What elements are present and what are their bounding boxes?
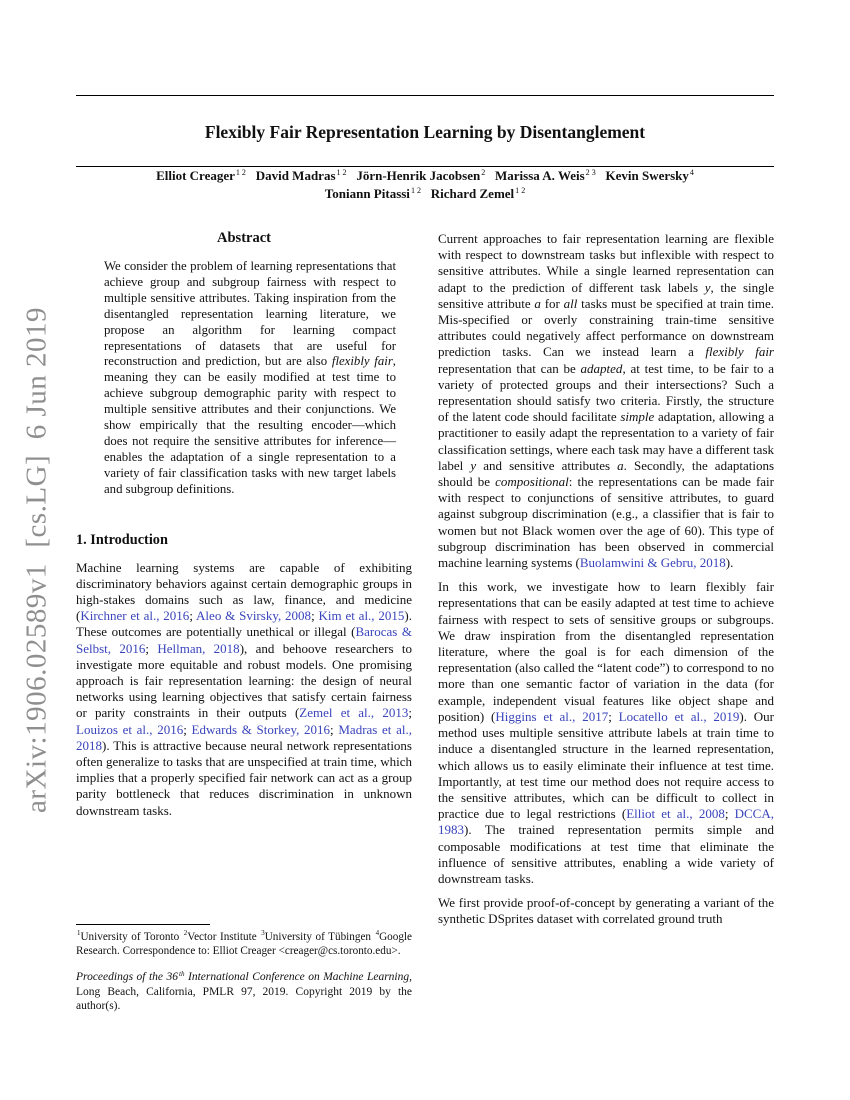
right-paragraph-3: We first provide proof-of-concept by generating a variant of the synthetic DSprites dataset with correlated ground truth: [438, 895, 774, 927]
citation-link[interactable]: Hellman, 2018: [157, 640, 240, 656]
two-column-body: [76, 231, 774, 1013]
citation-link[interactable]: Buolamwini & Gebru, 2018: [579, 555, 726, 571]
right-paragraph-1: Current approaches to fair representation learning are flexible with respect to downstream tasks but inflexible with respect to sensitive attributes. While a single learned representation can adapt to the prediction of different task labels y, the single sensitive attribute a for all tasks must be specified at train time. Mis-specified or overly constraining train-time sensitive attributes could negatively affect performance on downstream prediction tasks. Can we instead learn a flexibly fair representation that can be adapted, at test time, to be fair to a variety of protected groups and their intersections? Such a representation should satisfy two criteria. Firstly, the structure of the latent code should facilitate simple adaptation, allowing a practitioner to easily adapt the representation to a variety of fair classification settings, where each task may have a different task label y and sensitive attributes a. Secondly, the adaptations should be compositional: the representations can be made fair with respect to conjunctions of sensitive attributes, to guard against subgroup discrimination (e.g., a classifier that is fair to women but not Black women over the age of 60). This type of subgroup discrimination has been observed in commercial machine learning systems (Buolamwini & Gebru, 2018).: [438, 231, 775, 571]
citation-link[interactable]: Barocas & Selbst, 2016: [76, 624, 412, 656]
citation-link[interactable]: Aleo & Svirsky, 2008: [196, 608, 312, 624]
citation-link[interactable]: Kirchner et al., 2016: [80, 608, 190, 624]
authors-line-1: Elliot Creager$^{1 2}$ David Madras$^{1 2}$ Jörn-Henrik Jacobsen$^2$ Marissa A. Weis$^{2 3}$ Kevin Swersky$^4$: [156, 167, 694, 183]
arxiv-watermark: arXiv:1906.02589v1 [cs.LG] 6 Jun 2019: [20, 306, 53, 814]
title-rule-top: [76, 95, 774, 96]
citation-link[interactable]: DCCA, 1983: [438, 806, 774, 838]
citation-link[interactable]: Higgins et al., 2017: [495, 708, 609, 724]
footnote-block: [76, 924, 412, 1013]
section-heading-introduction: 1. Introduction: [76, 531, 168, 548]
footnote-rule: [76, 924, 210, 925]
paper-title: Flexibly Fair Representation Learning by Disentanglement: [204, 122, 646, 142]
right-column: [438, 231, 774, 1013]
right-paragraph-2: In this work, we investigate how to learn flexibly fair representations that can be easily adapted at test time to achieve fairness with respect to sets of sensitive groups or subgroups. We draw inspiration from the disentangled representation literature, where the goal is for each dimension of the representation (also called the “latent code”) to correspond to no more than one semantic factor of variation in the data (for example, independent visual features like object shape and position) (Higgins et al., 2017; Locatello et al., 2019). Our method uses multiple sensitive attribute labels at train time to induce a disentangled structure in the learned representation, which allows us to easily eliminate their influence at test time. Importantly, at test time our method does not require access to the sensitive attributes, which can be difficult to collect in practice due to legal restrictions (Elliot et al., 2008; DCCA, 1983). The trained representation permits simple and composable modifications at test time that eliminate the influence of sensitive attributes, enabling a wide variety of downstream tasks.: [438, 579, 774, 886]
affiliations-footnote: $^1$University of Toronto $^2$Vector Institute $^3$University of Tübingen $^4$Google Research. Correspondence to: Elliot Creager <creager@cs.toronto.edu>.: [76, 929, 412, 957]
authors-line-2: Toniann Pitassi$^{1 2}$ Richard Zemel$^{1 2}$: [324, 185, 526, 201]
citation-link[interactable]: Kim et al., 2015: [318, 608, 405, 624]
proceedings-notice: Proceedings of the 36th International Conference on Machine Learning, Long Beach, California, PMLR 97, 2019. Copyright 2019 by the author(s).: [76, 969, 412, 1012]
citation-link[interactable]: Louizos et al., 2016: [76, 721, 184, 737]
abstract-text: We consider the problem of learning representations that achieve group and subgroup fairness with respect to multiple sensitive attributes. Taking inspiration from the disentangled representation learning literature, we propose an algorithm for learning compact representations of datasets that are useful for reconstruction and prediction, but are also flexibly fair, meaning they can be easily modified at test time to achieve subgroup demographic parity with respect to multiple sensitive attributes and their conjunctions. We show empirically that the resulting encoder—which does not require the sensitive attributes for inference—enables the adaptation of a single representation to a variety of fair classification tasks with new target labels and subgroup definitions.: [104, 259, 396, 496]
introduction-paragraph: Machine learning systems are capable of exhibiting discriminatory behaviors against certain demographic groups in high-stakes domains such as law, finance, and medicine (Kirchner et al., 2016; Aleo & Svirsky, 2008; Kim et al., 2015). These outcomes are potentially unethical or illegal (Barocas & Selbst, 2016; Hellman, 2018), and behoove researchers to investigate more equitable and robust models. One promising approach is fair representation learning: the design of neural networks using learning objectives that satisfy certain fairness or parity constraints in their outputs (Zemel et al., 2013; Louizos et al., 2016; Edwards & Storkey, 2016; Madras et al., 2018). This is attractive because neural network representations often generalize to tasks that are unspecified at train time, which implies that a properly specified fair network can act as a group parity bottleneck that reduces discrimination in unknown downstream tasks.: [76, 559, 412, 818]
citation-link[interactable]: Elliot et al., 2008: [626, 806, 725, 822]
citation-link[interactable]: Zemel et al., 2013: [299, 705, 409, 721]
citation-link[interactable]: Edwards & Storkey, 2016: [191, 721, 331, 737]
abstract-heading: Abstract: [217, 230, 271, 246]
left-column: [76, 231, 412, 1013]
paper-content: [76, 95, 774, 1013]
citation-link[interactable]: Locatello et al., 2019: [618, 708, 740, 724]
citation-link[interactable]: Madras et al., 2018: [76, 721, 412, 753]
